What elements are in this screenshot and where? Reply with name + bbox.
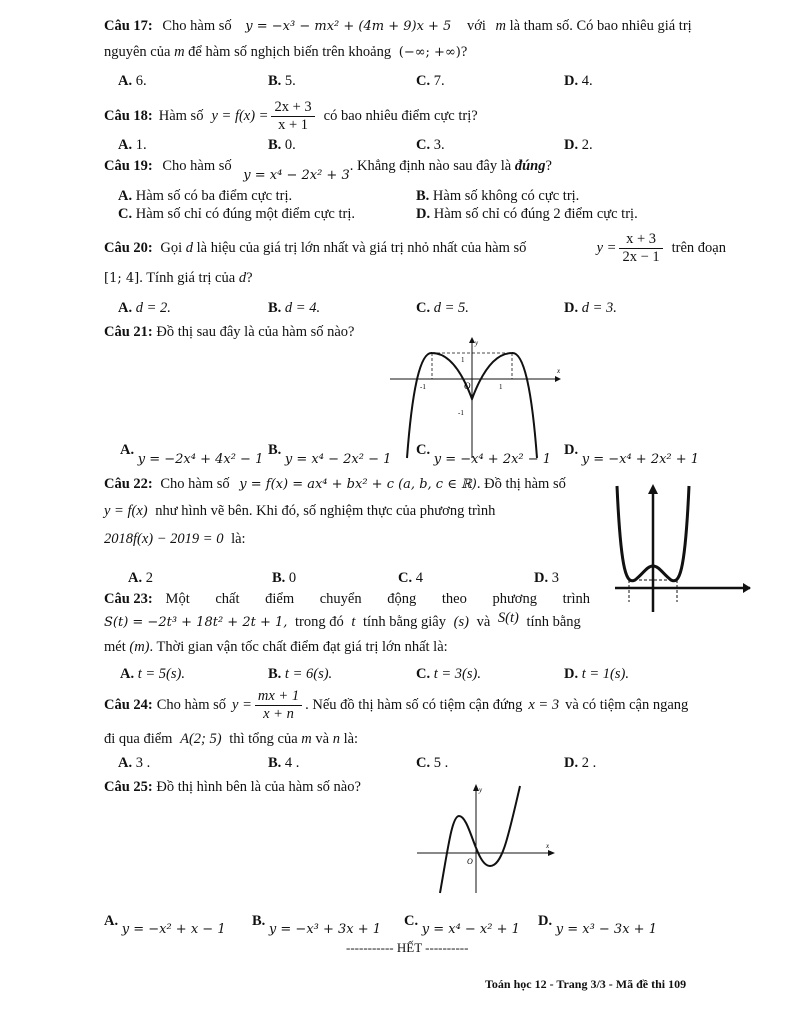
q17-option-a[interactable]: A. 6. <box>118 73 147 89</box>
q22-line3: 2018f(x) − 2019 = 0 là: <box>104 531 246 547</box>
q25-label: Câu 25: <box>104 779 153 795</box>
q19-option-d[interactable]: D. Hàm số chỉ có đúng 2 điểm cực trị. <box>416 206 638 222</box>
q23-option-c[interactable]: C. t = 3(s). <box>416 666 481 682</box>
q22-formula: y = f(x) = ax⁴ + bx² + c (a, b, c ∈ ℝ) <box>239 477 477 492</box>
q21-x-label: x <box>557 367 561 375</box>
q21-option-c[interactable]: C. y = −x⁴ + 2x² − 1 <box>416 442 552 467</box>
q25-origin-label: O <box>467 857 473 866</box>
q25-x-arrow <box>548 850 555 856</box>
q22-option-d[interactable]: D. 3 <box>534 570 559 586</box>
q23-option-b[interactable]: B. t = 6(s). <box>268 666 333 682</box>
q21-one-label: 1 <box>499 383 503 391</box>
q23-line1: Câu 23: Một chất điểm chuyển động theo phương trình <box>104 591 590 607</box>
q22-option-b[interactable]: B. 0 <box>272 570 297 586</box>
q22-y-arrow <box>648 484 658 494</box>
q21-option-b[interactable]: B. y = x⁴ − 2x² − 1 <box>268 442 392 467</box>
q22-label: Câu 22: <box>104 476 153 492</box>
q20-option-b[interactable]: B. d = 4. <box>268 300 321 316</box>
q20-fraction: $\frac{x + 3}{2x - 1}$ <box>619 231 662 266</box>
q19-option-a[interactable]: A. Hàm số có ba điểm cực trị. <box>118 188 293 204</box>
q20-option-a[interactable]: A. d = 2. <box>118 300 171 316</box>
q22-option-c[interactable]: C. 4 <box>398 570 423 586</box>
q21-y1-label: 1 <box>461 356 465 364</box>
q17-line2: nguyên của m để hàm số nghịch biến trên khoảng (−∞; +∞)? <box>104 44 468 60</box>
q17-option-c[interactable]: C. 7. <box>416 73 445 89</box>
q20-option-c[interactable]: C. d = 5. <box>416 300 469 316</box>
q19-line1: Câu 19: Cho hàm số y = x⁴ − 2x² + 3. Khẳng định nào sau đây là đúng? <box>104 158 552 183</box>
q21-label: Câu 21: <box>104 324 153 340</box>
q25-curve <box>440 786 520 893</box>
q25-option-a[interactable]: A. y = −x² + x − 1 <box>104 913 226 937</box>
q23-formula: S(t) = −2t³ + 18t² + 2t + 1, <box>104 615 288 630</box>
q25-y-label: y <box>479 786 483 794</box>
q24-option-a[interactable]: A. 3 . <box>118 755 151 771</box>
q20-line2: [1; 4]. Tính giá trị của d? <box>104 270 253 286</box>
q25-option-d[interactable]: D. y = x³ − 3x + 1 <box>538 913 657 937</box>
page-footer: Toán học 12 - Trang 3/3 - Mã đề thi 109 <box>485 977 687 991</box>
q21-origin-label: O <box>464 381 471 391</box>
q25-option-b[interactable]: B. y = −x³ + 3x + 1 <box>252 913 382 937</box>
q19-formula: y = x⁴ − 2x² + 3 <box>243 168 350 183</box>
q20-option-d[interactable]: D. d = 3. <box>564 300 617 316</box>
q19-option-b[interactable]: B. Hàm số không có cực trị. <box>416 188 580 204</box>
q19-label: Câu 19: <box>104 158 153 174</box>
q18-line1: Câu 18: Hàm số y = f(x) = $\frac{2x + 3}{x + 1}$ có bao nhiêu điểm cực trị? <box>104 98 478 133</box>
q21-mone-label: -1 <box>420 383 426 391</box>
q17-option-b[interactable]: B. 5. <box>268 73 296 89</box>
q23-label: Câu 23: <box>104 591 153 607</box>
q18-option-d[interactable]: D. 2. <box>564 137 593 153</box>
q21-option-d[interactable]: D. y = −x⁴ + 2x² + 1 <box>564 442 700 467</box>
q20-label: Câu 20: <box>104 239 153 256</box>
q21-line1: Câu 21: Đồ thị sau đây là của hàm số nào? <box>104 324 355 340</box>
q17-interval: (−∞; +∞) <box>398 45 461 60</box>
q18-fraction: $\frac{2x + 3}{x + 1}$ <box>271 99 314 134</box>
q17-label: Câu 17: <box>104 18 153 34</box>
q18-option-b[interactable]: B. 0. <box>268 137 296 153</box>
q21-x-arrow <box>555 376 561 382</box>
q22-graph <box>605 476 755 616</box>
q18-option-a[interactable]: A. 1. <box>118 137 147 153</box>
q19-option-c[interactable]: C. Hàm số chỉ có đúng một điểm cực trị. <box>118 206 356 222</box>
q17-formula: y = −x³ − mx² + (4m + 9)x + 5 <box>245 19 452 34</box>
q22-x-arrow <box>743 583 751 593</box>
q18-label: Câu 18: <box>104 107 153 124</box>
q24-option-c[interactable]: C. 5 . <box>416 755 449 771</box>
q23-option-a[interactable]: A. t = 5(s). <box>120 666 185 682</box>
end-marker: ----------- HẾT ---------- <box>346 940 469 955</box>
q17-line1: Câu 17: Cho hàm số y = −x³ − mx² + (4m + 9)x + 5 với m là tham số. Có bao nhiêu giá trị <box>104 18 692 34</box>
q25-option-c[interactable]: C. y = x⁴ − x² + 1 <box>404 913 520 937</box>
q17-option-d[interactable]: D. 4. <box>564 73 593 89</box>
q24-label: Câu 24: <box>104 696 153 713</box>
q21-option-a[interactable]: A. y = −2x⁴ + 4x² − 1 <box>120 442 264 467</box>
q23-line3: mét (m). Thời gian vận tốc chất điểm đạt giá trị lớn nhất là: <box>104 639 448 655</box>
q21-ym1-label: -1 <box>458 409 464 417</box>
q24-line1: Câu 24: Cho hàm số y = $\frac{mx + 1}{x + n}$ . Nếu đồ thị hàm số có tiệm cận đứng x = 3 và có tiệm cận ngang <box>104 687 689 722</box>
q23-option-d[interactable]: D. t = 1(s). <box>564 666 629 682</box>
q20-line1: Câu 20: Gọi d là hiệu của giá trị lớn nhất và giá trị nhỏ nhất của hàm số y = $\frac{x + 3}{2x - 1}$ trên đoạn <box>104 230 726 265</box>
q24-option-d[interactable]: D. 2 . <box>564 755 597 771</box>
q22-line1: Câu 22: Cho hàm số y = f(x) = ax⁴ + bx² + c (a, b, c ∈ ℝ). Đồ thị hàm số <box>104 476 566 492</box>
q21-y-label: y <box>475 339 479 347</box>
q24-option-b[interactable]: B. 4 . <box>268 755 300 771</box>
q22-option-a[interactable]: A. 2 <box>128 570 153 586</box>
q23-line2: S(t) = −2t³ + 18t² + 2t + 1, trong đó t tính bằng giây (s) và S(t) tính bằng <box>104 610 581 630</box>
q25-line1: Câu 25: Đồ thị hình bên là của hàm số nào? <box>104 779 361 795</box>
q22-line2: y = f(x) như hình vẽ bên. Khi đó, số nghiệm thực của phương trình <box>104 503 496 519</box>
q24-line2: đi qua điểm A(2; 5) thì tổng của m và n là: <box>104 731 359 747</box>
q20-interval: [1; 4] <box>104 271 140 286</box>
q24-fraction: $\frac{mx + 1}{x + n}$ <box>255 688 302 723</box>
q25-x-label: x <box>546 842 550 850</box>
q25-graph <box>412 778 562 898</box>
q18-option-c[interactable]: C. 3. <box>416 137 445 153</box>
